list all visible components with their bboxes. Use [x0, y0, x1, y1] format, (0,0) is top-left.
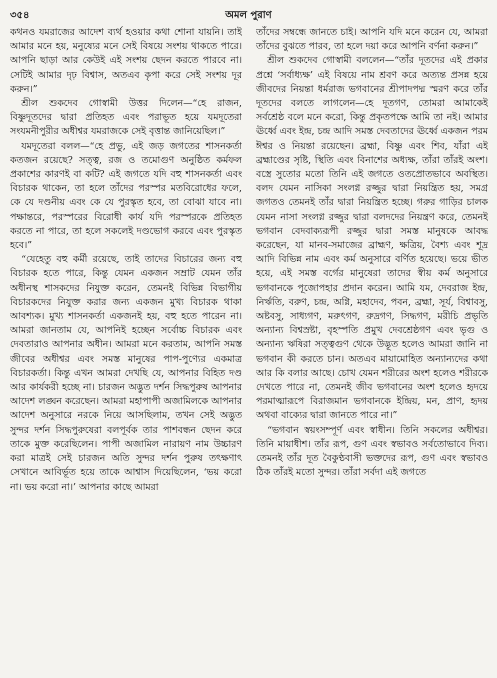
right-column — [256, 26, 488, 672]
page-number: ৩৫৪ — [10, 10, 30, 21]
text-columns — [10, 26, 488, 672]
paragraph: তাঁদের সম্বন্ধে জানতে চাই। আপনি যদি মনে করেন যে, আমরা তাঁদের বুঝতে পারব, তা হলে দয়া করে আপনি বর্ণনা করুন।” — [256, 27, 488, 53]
paragraph: শ্রীল শুকদেব গোস্বামী বললেন—“তাঁর দূতদের এই প্রকার প্রশ্নে ‘সর্বাধ্যক্ষ’ এই বিষয়ে নাম শ্রবণ করে অত্যন্ত প্রসন্ন হয়ে জীবদের নিয়ন্তা ধর্মরাজ ভগবানের শ্রীপাদপদ্ম স্মরণ করে তাঁর দূতদের বলতে লাগলেন—হে দূতগণ, তোমরা আমাকেই সর্বশ্রেষ্ঠ বলে মনে করো, কিন্তু প্রকৃতপক্ষে আমি তা নই। আমার ঊর্ধ্বে এবং ইন্দ্র, চন্দ্র আদি সমস্ত দেবতাদের ঊর্ধ্বে একজন পরম ঈশ্বর ও নিয়ন্তা রয়েছেন। ব্রহ্মা, বিষ্ণু এবং শিব, যাঁরা এই ব্রহ্মাণ্ডের সৃষ্টি, স্থিতি এবং বিনাশের অধ্যক্ষ, তাঁরা তাঁরই অংশ। বস্ত্রে সুতোর মতো তিনি এই জগতে ওতপ্রোতভাবে অবস্থিত। বলদ যেমন নাসিকা সংলগ্ন রজ্জুর দ্বারা নিয়ন্ত্রিত হয়, সমগ্র জগতও তেমনই তাঁর দ্বারা নিয়ন্ত্রিত হচ্ছে। গরুর গাড়ির চালক যেমন নাসা সংলগ্ন রজ্জুর দ্বারা বলদদের নিয়ন্ত্রণ করে, তেমনই ভগবান বেদবাক্যরূপী রজ্জুর দ্বারা সমস্ত মানুষকে আবদ্ধ করেছেন, যা মানব-সমাজের ব্রাহ্মণ, ক্ষত্রিয়, বৈশ্য এবং শূদ্র আদি বিভিন্ন নাম এবং কর্ম অনুসারে বর্ণিত হয়েছে। ভয়ে ভীত হয়ে, এই সমস্ত বর্গের মানুষেরা তাদের স্বীয় কর্ম অনুসারে ভগবানকে পূজোপহার প্রদান করেন। আমি যম, দেবরাজ ইন্দ্র, নির্ঋতি, বরুণ, চন্দ্র, অগ্নি, মহাদেব, পবন, ব্রহ্মা, সূর্য, বিশ্বাবসু, অষ্টবসু, সাধ্যগণ, মরুৎগণ, রুদ্রগণ, সিদ্ধগণ, মরীচি প্রভৃতি অন্যান্য বিশ্বস্রষ্টা, বৃহস্পতি প্রমুখ দেবশ্রেষ্ঠগণ এবং ভৃগু ও অন্যান্য ঋষিরা সত্ত্বগুণ থেকে উদ্ভূত হলেও আমরা জানি না ভগবান কী করতে চান। অতএব মায়ামোহিত অন্যান্যদের কথা আর কি বলার আছে। চোখ যেমন শরীরের অংশ হলেও শরীরকে দেখতে পারে না, তেমনই জীব ভগবানের অংশ হলেও হৃদয়ে পরমাত্মারূপে বিরাজমান ভগবানকে ইন্দ্রিয়, মন, প্রাণ, হৃদয় অথবা বাক্যের দ্বারা জানতে পারে না।” — [256, 55, 488, 422]
paragraph: শ্রীল শুকদেব গোস্বামী উত্তর দিলেন—“হে রাজন, বিষ্ণুদূতদের দ্বারা প্রতিহত এবং পরাভূত হয়ে যমদূতেরা সংযমনীপুরীর অধীশ্বর যমরাজকে সেই বৃত্তান্ত জানিয়েছিল।” — [10, 98, 242, 138]
page-title: অমল পুরাণ — [225, 10, 272, 21]
paragraph: “ভগবান স্বয়ংসম্পূর্ণ এবং স্বাধীন। তিনি সকলের অধীশ্বর। তিনি মায়াধীশ। তাঁর রূপ, গুণ এবং স্বভাবও সর্বতোভাবে দিব্য। তেমনই তাঁর দূত বৈকুণ্ঠবাসী ভক্তদের রূপ, গুণ এবং স্বভাবও ঠিক তাঁরই মতো সুন্দর। তাঁরা সর্বদা এই জগতে — [256, 424, 488, 479]
paragraph: “যেহেতু বহু কর্মী রয়েছে, তাই তাদের বিচারের জন্য বহু বিচারক হতে পারে, কিন্তু যেমন একজন সম্রাট যেমন তাঁর অধীনস্থ শাসকদের নিযুক্ত করেন, তেমনই বিভিন্ন বিভাগীয় বিচারকদের নিযুক্ত করার জন্য একজন মুখ্য বিচারক থাকা আবশ্যক। মুখ্য শাসনকর্তা একজনই হয়, বহু হতে পারেন না। আমরা জানতাম যে, আপনিই হচ্ছেন সর্বোচ্চ বিচারক এবং দেবতারাও আপনার অধীন। আমরা মনে করতাম, আপনি সমস্ত জীবের অধীশ্বর এবং সমস্ত মানুষের পাপ-পুণ্যের একমাত্র বিচারকর্তা। কিন্তু এখন আমরা দেখছি যে, আপনার বিহিত দণ্ড আর কার্যকরী হচ্ছে না। চারজন অদ্ভুত দর্শন সিদ্ধপুরুষ আপনার আদেশ লঙ্ঘন করেছেন। আমরা মহাপাপী অজামিলকে আপনার আদেশ অনুসারে নরকে নিয়ে আসছিলাম, তখন সেই অদ্ভুত সুন্দর দর্শন সিদ্ধপুরুষেরা বলপূর্বক তার পাশবন্ধন ছেদন করে তাকে মুক্ত করেছিলেন। পাপী অজামিল নারায়ণ নাম উচ্চারণ করা মাত্রই সেই চারজন অতি সুন্দর দর্শন পুরুষ তৎক্ষণাৎ সেখানে আবির্ভূত হয়ে তাকে আশ্বাস দিয়েছিলেন, ‘ভয় করো না। ভয় করো না।’ আপনার কাছে আমরা — [10, 254, 242, 493]
page-header — [10, 8, 487, 24]
left-column — [10, 26, 242, 672]
paragraph: যমদূতেরা বলল—“হে প্রভু, এই জড় জগতের শাসনকর্তা কতজন রয়েছে? সত্ত্ব, রজ ও তমোগুণ অনুষ্ঠিত কর্মফল প্রকাশের কারণই বা কটি? এই জগতে যদি বহু শাসনকর্তা এবং বিচারক থাকেন, তা হলে তাঁদের পরস্পর মতবিরোধের ফলে, কে যে দণ্ডনীয় এবং কে যে পুরস্কৃত হবে, তা বোঝা যাবে না। পক্ষান্তরে, পরস্পরের বিরোধী কার্য যদি পরস্পরকে প্রতিহত করতে না পারে, তা হলে সকলেই দণ্ডভোগ করবে এবং পুরস্কৃত হবে।” — [10, 140, 242, 252]
paragraph: কথনও যমরাজের আদেশ ব্যর্থ হওয়ার কথা শোনা যায়নি। তাই আমার মনে হয়, মনুষ্যের মনে সেই বিষয়ে সংশয় থাকতে পারে। আপনি ছাড়া আর কেউই এই সংশয় ছেদন করতে পারবে না। সেটিই আমার দৃঢ় বিশ্বাস, অতএব কৃপা করে সেই সংশয় দূর করুন।” — [10, 27, 242, 95]
